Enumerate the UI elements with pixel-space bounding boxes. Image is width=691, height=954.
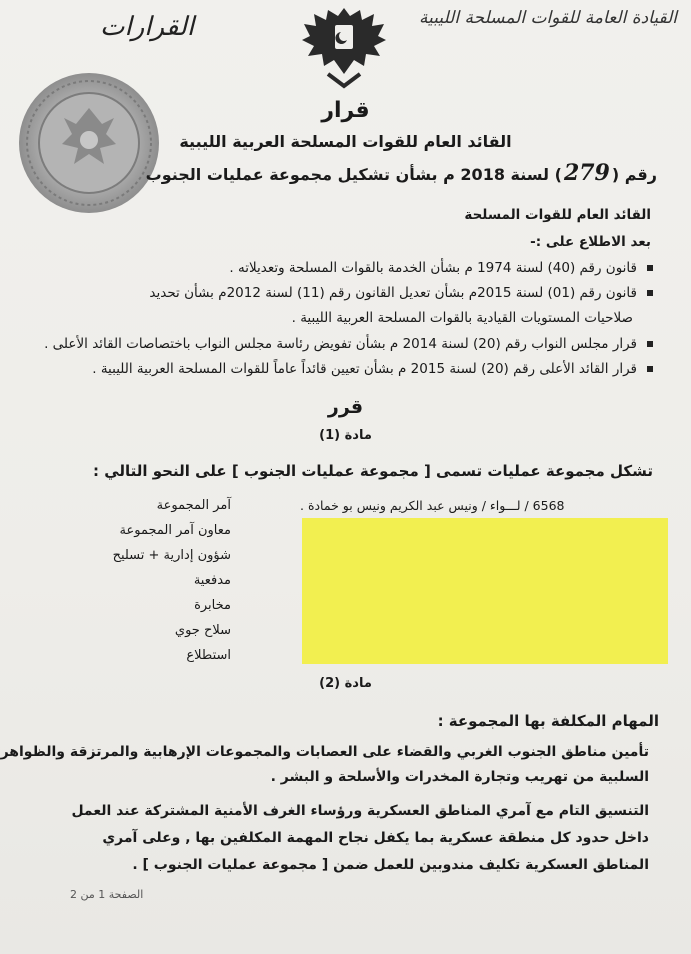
preamble-item bbox=[92, 361, 653, 377]
task-item-continuation: داخل حدود كل منطقة عسكرية بما يكفل نجاح المهمة المكلفين بها , وعلى آمري bbox=[102, 830, 649, 846]
decisions-label: القرارات bbox=[100, 12, 195, 42]
preamble-item-text: قانون رقم (40) لسنة 1974 م بشأن الخدمة بالقوات المسلحة وتعديلاته . bbox=[229, 260, 637, 276]
number-suffix: ) لسنة 2018 م بشأن تشكيل مجموعة عمليات الجنوب bbox=[145, 165, 562, 184]
task-item: التنسيق التام مع آمري المناطق العسكرية ورؤساء الغرف الأمنية المشتركة عند العمل bbox=[71, 803, 649, 819]
issuer-line: القائد العام للقوات المسلحة bbox=[464, 207, 651, 223]
decision-number: 279 bbox=[563, 160, 610, 186]
role-item: معاون آمر المجموعة bbox=[119, 523, 231, 538]
role-item: استطلاع bbox=[186, 648, 231, 663]
formation-text: تشكل مجموعة عمليات تسمى [ مجموعة عمليات الجنوب ] على النحو التالي : bbox=[92, 462, 653, 480]
redaction-highlight bbox=[302, 518, 668, 664]
task-item-continuation: المناطق العسكرية تكليف مندوبين للعمل ضمن [ مجموعة عمليات الجنوب ] . bbox=[132, 857, 649, 873]
tasks-heading: المهام المكلفة بها المجموعة : bbox=[437, 712, 659, 730]
preamble-item bbox=[149, 285, 653, 301]
decision-subtitle: القائد العام للقوات المسلحة العربية الليبية bbox=[179, 132, 512, 151]
task-item: تأمين مناطق الجنوب الغربي والقضاء على العصابات والمجموعات الإرهابية والمرتزقة والظواهر bbox=[0, 744, 649, 760]
bullet-icon bbox=[647, 290, 653, 296]
role-item: مدفعية bbox=[193, 573, 231, 588]
preamble-item-text: قرار مجلس النواب رقم (20) لسنة 2014 م بشأن تفويض رئاسة مجلس النواب باختصاصات القائد الأعلى . bbox=[44, 336, 637, 352]
preamble-item-text: قانون رقم (01) لسنة 2015م بشأن تعديل القانون رقم (11) لسنة 2012م بشأن تحديد bbox=[149, 285, 637, 301]
eagle-emblem-icon bbox=[298, 0, 390, 92]
decision-label: قرر bbox=[327, 396, 364, 418]
role-item: آمر المجموعة bbox=[156, 498, 231, 513]
number-prefix: رقم ( bbox=[611, 165, 657, 184]
org-name: القيادة العامة للقوات المسلحة الليبية bbox=[419, 8, 677, 28]
after-review-line: بعد الاطلاع على :- bbox=[530, 234, 651, 250]
article-2-label: مادة (2) bbox=[319, 676, 372, 691]
preamble-item-continuation: صلاحيات المستويات القيادية بالقوات المسلحة العربية الليبية . bbox=[291, 310, 633, 326]
decision-title: قرار bbox=[321, 98, 370, 123]
role-item: شؤون إدارية + تسليح bbox=[112, 548, 231, 563]
task-item-continuation: السلبية من تهريب وتجارة المخدرات والأسلحة و البشر . bbox=[270, 769, 649, 785]
role-item: مخابرة bbox=[194, 598, 231, 613]
page-number: الصفحة 1 من 2 bbox=[70, 888, 144, 901]
preamble-item bbox=[44, 336, 653, 352]
bullet-icon bbox=[647, 366, 653, 372]
commander-line: 6568 / لـــواء / ونيس عبد الكريم ونيس بو خمادة . bbox=[300, 498, 565, 513]
bullet-icon bbox=[647, 341, 653, 347]
article-1-label: مادة (1) bbox=[319, 428, 372, 443]
preamble-item bbox=[229, 260, 653, 276]
role-item: سلاح جوي bbox=[174, 623, 231, 638]
preamble-item-text: قرار القائد الأعلى رقم (20) لسنة 2015 م بشأن تعيين قائداً عاماً للقوات المسلحة العربية الليبية . bbox=[92, 361, 637, 377]
bullet-icon bbox=[647, 265, 653, 271]
decision-number-line bbox=[146, 160, 657, 186]
